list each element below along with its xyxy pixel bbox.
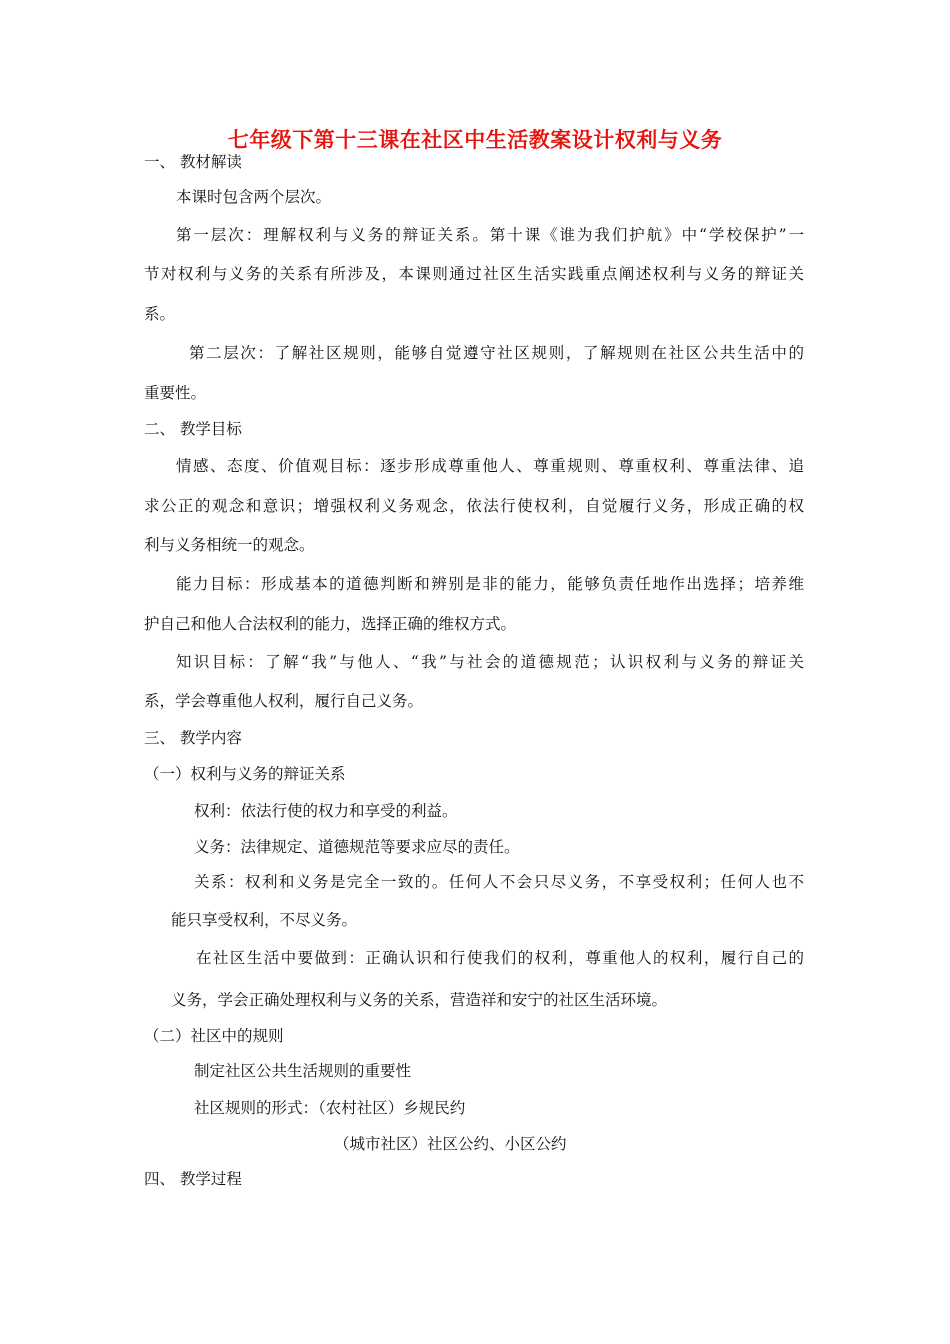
paragraph-line: 求公正的观念和意识；增强权利义务观念，依法行使权利，自觉履行义务，形成正确的权 bbox=[144, 497, 804, 515]
document-title: 七年级下第十三课在社区中生活教案设计权利与义务 bbox=[227, 128, 723, 152]
paragraph-line: 节对权利与义务的关系有所涉及，本课则通过社区生活实践重点阐述权利与义务的辩证关 bbox=[144, 265, 804, 283]
paragraph-line: 利与义务相统一的观念。 bbox=[144, 536, 315, 554]
paragraph-line: 知识目标：了解“我”与他人、“我”与社会的道德规范；认识权利与义务的辩证关 bbox=[176, 653, 804, 671]
paragraph-line: 能力目标：形成基本的道德判断和辨别是非的能力，能够负责任地作出选择；培养维 bbox=[176, 575, 804, 593]
section-heading-1: 一、 教材解读 bbox=[144, 153, 242, 171]
paragraph-line: 关系：权利和义务是完全一致的。任何人不会只尽义务，不享受权利；任何人也不 bbox=[194, 873, 804, 891]
paragraph-line: （城市社区）社区公约、小区公约 bbox=[334, 1135, 567, 1153]
paragraph-line: 重要性。 bbox=[144, 384, 207, 402]
paragraph-line: 在社区生活中要做到：正确认识和行使我们的权利，尊重他人的权利，履行自己的 bbox=[196, 949, 804, 967]
subsection-heading: （一）权利与义务的辩证关系 bbox=[144, 765, 346, 783]
paragraph-line: 第二层次：了解社区规则，能够自觉遵守社区规则，了解规则在社区公共生活中的 bbox=[189, 344, 804, 362]
paragraph-line: 本课时包含两个层次。 bbox=[176, 188, 332, 206]
paragraph-line: 护自己和他人合法权利的能力，选择正确的维权方式。 bbox=[144, 615, 517, 633]
subsection-heading: （二）社区中的规则 bbox=[144, 1027, 284, 1045]
paragraph-line: 系。 bbox=[144, 305, 176, 323]
paragraph-line: 能只享受权利，不尽义务。 bbox=[171, 911, 358, 929]
paragraph-line: 社区规则的形式：（农村社区）乡规民约 bbox=[194, 1099, 466, 1117]
paragraph-line: 情感、态度、价值观目标：逐步形成尊重他人、尊重规则、尊重权利、尊重法律、追 bbox=[176, 457, 804, 475]
paragraph-line: 义务，学会正确处理权利与义务的关系，营造祥和安宁的社区生活环境。 bbox=[171, 991, 668, 1009]
section-heading-3: 三、 教学内容 bbox=[144, 729, 242, 747]
paragraph-line: 制定社区公共生活规则的重要性 bbox=[194, 1062, 412, 1080]
paragraph-line: 第一层次：理解权利与义务的辩证关系。第十课《谁为我们护航》中“学校保护”一 bbox=[176, 226, 804, 244]
paragraph-line: 系，学会尊重他人权利，履行自己义务。 bbox=[144, 692, 424, 710]
paragraph-line: 权利：依法行使的权力和享受的利益。 bbox=[194, 802, 458, 820]
paragraph-line: 义务：法律规定、道德规范等要求应尽的责任。 bbox=[194, 838, 520, 856]
section-heading-2: 二、 教学目标 bbox=[144, 420, 242, 438]
section-heading-4: 四、 教学过程 bbox=[144, 1170, 242, 1188]
